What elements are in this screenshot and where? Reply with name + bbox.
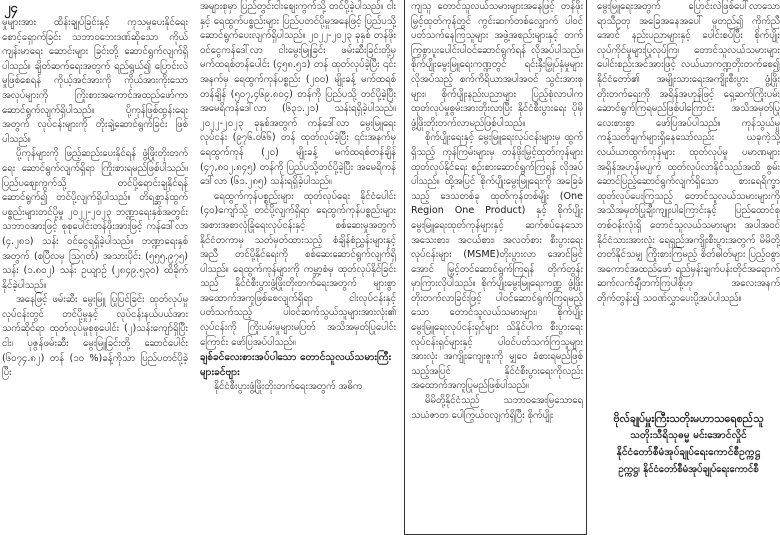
article-column-4 xyxy=(597,0,780,400)
column-1-paragraph-1: မှုများအား ထိန်းချုပ်ခြင်းနှင့် ကုသမှုပေးနိုင်ရေး စောင့်ရှောက်ခြင်း သဘာဝဘေးဒဏ်ဆိုသော ကိုယ်ကျန်းမာရေး ဆောင်းများ ခြင်းတို့ ဆောင်ရွက်လျက်ရှိပါသည်။ ချိတ်ဆက်ရေးအတွက် ရည်ရွယ်၍ ပြောင်းလဲမှုဖြစ်စေရန် ကိုယ့်အင်အားကို ကိုယ်အားကိုးသော အလုပ်များကို ကြိုးစားအကောင်အထည်ဖော်ကာ ဆောင်ရွက်လျက်ရှိပါသည်။ ပို့ကုန်ဖြစ်ထွန်းရေး အတွက် လုပ်ငန်းများကို တိုးချဲ့ဆောင်ရွက်ခြင်း ဖြစ်ပါသည်။ xyxy=(2,17,188,145)
column-3-paragraph-2: စိုက်ပျိုးရေးနှင့် မွေးမြူရေးလုပ်ငန်းများမှ ထွက်ရှိသည့် ကုန်ကြမ်းများမှ တန်ဖိုးမြှင့်ထုတ်ကုန်များ ထုတ်လုပ်နိုင်ရေး စဉ်းစားဆောင်ရွက်ကြရန် လိုအပ်ပါသည်။ ထို့အပြင် စိုက်ပျိုးမွေးမြူရေးကို အခြေခံသည့် ဒေသတစ်ခု ထုတ်ကုန်တစ်မျိုး (One Region One Product) နှင့် စိုက်ပျိုးမွေးမြူရေးထုတ်ကုန်များနှင့် ဆက်စပ်နေသော အသေးစား၊ အငယ်စား၊ အလတ်စား စီးပွားရေးလုပ်ငန်းများ (MSME)တိုးပွားလာ အောင်မြင်အောင် မြှင့်တင်ဆောင်ရွက်ကြရန် တိုက်တွန်းမှာကြားလိုပါသည်။ စိုက်ပျိုးမွေးမြူရေးကဏ္ဍ ဖွံ့ဖြိုးတိုးတက်လာခြင်းဖြင့် ပါဝင်ဆောင်ရွက်ကြရမည့်သော တောင်သူလယ်သမားများ၊ စိုက်ပျိုးမွေးမြူရေးလုပ်ငန်းရှင်များ သိနိုင်ပါက စီးပွားရေးလုပ်ငန်းရှင်များနှင့် ပါဝင်ပတ်သက်ကြသူများအားလုံး အကျိုးကျေးဇူးကို မျှဝေ ခံစားရမည်ဖြစ်သည့်အပြင် နိုင်ငံစီးပွားရေးကိုလည်း အထောက်အကူပြုမည်ဖြစ်ပါသည်။ xyxy=(411,132,583,392)
signature-title-line: နိုင်ငံတော်စီမံအုပ်ချုပ်ရေးကောင်စီဥက္ကဋ္ဌ xyxy=(616,447,761,458)
column-4-paragraph-1: မွေးမြူရေးအတွက် ပြောင်းလဲဖြစ်ပေါ်လာသော ရာသီဥတု အခြေအနေအပေါ် မူတည်၍ ကိုက်ညီအောင် နည်းပညာများနှင့် ပေါင်းစပ်ပြီး စိုက်ပျိုးလုပ်ကိုင်မှုများပြုလုပ်ကြ၊ တောင်သူလယ်သမားများပေါင်းစည်းအင်အားဖြင့် လယ်ယာကဏ္ဍတိုးတက်စေ၍ နိုင်ငံတော်၏ အမျိုးသားရေးအကျိုးစီးပွား ဖွံ့ဖြိုးတိုးတက်ရေးကို အရိန်အဟုန်ဖြင့် ရှေ့ဆက်ကြိုးပမ်းဆောင်ရွက်ကြရမည်ဖြစ်ပါကြောင်း အသိအမှတ်ပြုလေးစားစွာ ဖော်ပြအပ်ပါသည်။ ကုန်သွယ်မှု ကန့်သတ်ချက်များရှိနေသော်လည်း ယခုကဲ့သို့ လယ်ယာထွက်ကုန်များ ထုတ်လုပ်မှု ပမာဏများ အရှိန်အဟုန်မပျက် ထုတ်လုပ်လာနိုင်သည်အထိ စွမ်းဆောင်ပြည့်ဆောင်ရွက်လျက်ရှိသော စားရေရိက္ခာထုတ်လုပ်ပေးကြသည့် တောင်သူလယ်သမားများကို အသိအမှတ်ပြုချီးကျူးပါကြောင်းနှင့် ပြည်ထောင်စုတစ်ဝန်းလုံးရှိ တောင်သူလယ်သမားများ အပါအဝင် နိုင်ငံသားအားလုံး ရေရှည်အကျိုးစီးပွားအတွက် မိမိတို့တတ်နိုင်သမျှ ကြိုးစားကြမည့် စိတ်ဓါတ်များ ပြည့်ဝစွာ အကောင်အထည်ဖော် ရည်မှန်းချက်ပန်းတိုင်အရောက် ဆက်လက်ချီတက်ကြပါစို့ဟု အလေးအနက် တိုက်တွန်း၍ သဝဏ်လွှာပေးပို့အပ်ပါသည်။ xyxy=(597,1,780,304)
signature-block xyxy=(597,410,780,478)
column-2-closing-paragraph: နိုင်ငံစီးပွားဖွံ့ဖြိုးတိုးတက်ရေးအတွက် အဓိက xyxy=(214,381,363,393)
signature-name-line: သတိုးသီရိသုဓမ္မ မင်းအောင်လှိုင် xyxy=(630,430,747,441)
article-column-1 xyxy=(2,0,188,535)
article-column-3 xyxy=(411,0,583,535)
column-2-subheading: ချစ်ခင်လေးစားအပ်ပါသော တောင်သူလယ်သမားကြီးများခင်ဗျား xyxy=(200,352,392,378)
boxed-article-frame xyxy=(404,0,587,535)
column-1-paragraph-2: ပို့ကုန်များကို ဖြည့်ဆည်းပေးနိုင်ရန် ဖွံ့ဖြိုးတိုးတက်ရေး ဆောင်ရွက်လျက်ရှိရာ ကြိုးစားရမည်ဖြစ်ပါသည်။ ပြည်ပဈေးကွက်သို့ တင်ပို့ရောင်းချနိုင်ရန် ဆောင်ရွက်၍ တင်ပို့လျက်ရှိပါသည်။ တိရစ္ဆာန်ထွက်ပစ္စည်းများတင်ပို့မှု ၂၀၂၂-၂၀၂၃ ဘဏ္ဍာရေးနှစ်အတွင်း သဘာဝအားဖြင့် စုစုပေါင်းတန်ဖိုးအားဖြင့် ကန်ဒေါ်လာ (၄.၂၈၁) သန်း ဝင်ငွေရရှိခဲ့ပါသည်။ ဘဏ္ဍာရေးနှစ်အတွက် (စပြီလမှ ဩဂုတ်) အသားပိုင်း (၅၅၅.၉၇၅) သန်း (၁.၈၀၂) သန်း ဥယျာဉ် (၂၈၄၉.၅၃၀) ထိခိုက်နိုင်ခဲ့ပါသည်။ xyxy=(2,148,188,291)
signature-office-line: ဥက္ကဋ္ဌ၊ နိုင်ငံတော်စီမံအုပ်ချုပ်ရေးကောင်စီ xyxy=(618,464,759,475)
signature-rank-line: ဗိုလ်ချုပ်မှူးကြီးသတိုးမဟာသရေစည်သူ xyxy=(613,412,764,425)
page-number: ၂၄ xyxy=(4,1,18,16)
column-1-paragraph-3: အနေဖြင့် ဖမ်းဆီး မွေးမြူ ပြုပြင်ခြင်း ထုတ်လုပ်မှုလုပ်ငန်းတွင် တင်ပို့မှုနှင့် လုပ်ငန်းနယ်ပယ်အား သက်ဆိုင်ရာ ထုတ်လုပ်မှုစုစုပေါင်း (၂)သန်းကျော်ရှိပြီး ငါး၊ ပုဇွန်ဖမ်းဆီး မွေးမြူခြင်းတို့ ဆောင်ပေါင်း (၆၀၇၄.၈၂) တန် (၁၀ %)ခန့်ကိုသာ ပြည်ပတင်ပို့ခဲ့ပြီး xyxy=(2,294,188,379)
column-2-paragraph-2: ရေထွက်ကုန်ပစ္စည်းများ ထုတ်လုပ်ရေး နိုင်ငံပေါင်း (၄၀)ကျော်သို့ တင်ပို့လျက်ရှိရာ ရေထွက်ကုန်ပစ္စည်းများ အစားအစာလုံခြုံရေးလုပ်ငန်းနှင့် စစ်ဆေးမှုအတွက် နိုင်ငံတကာမှ သတ်မှတ်ထားသည့် စံချိန်စံညွှန်းများနှင့်အညီ တင်ပို့နိုင်ရေးကို စစ်ဆေးဆောင်ရွက်လျက်ရှိပါသည်။ ရေထွက်ကုန်များကို ကမ္ဘာ့စံမှ ထုတ်လုပ်နိုင်ခြင်းသည် နိုင်ငံစီးပွားဖွံ့ဖြိုးတိုးတက်ရေးအတွက် များစွာအထောက်အကူဖြစ်စေလျက်ရှိရာ ငါးလုပ်ငန်းနှင့်ပတ်သက်သည့် ပါဝင်ဆက်သွယ်သူများအားလုံး၏ လုပ်ငန်းကို ကြိုးပမ်းမှုများမပြတ် အသိအမှတ်ပြုပေါင်းကြောင်း ဖော်ပြအပ်ပါသည်။ xyxy=(200,190,396,348)
column-3-paragraph-1: ကျသူ တောင်သူလယ်သမားများအနေဖြင့် တန်ဖိုးမြှင့်ထုတ်ကုန်တွင် ကွင်းဆက်တစ်လျှောက် ပါဝင်ပတ်သက်နေကြသူများ အဖွဲ့အစည်းများနှင့် တက်ကြွစွာပူးပေါင်းပါဝင်ဆောင်ရွက်ရန် လိုအပ်ပါသည်။ စိုက်ပျိုးမွေးမြူရေးကဏ္ဍတွင် ရင်းနှီးမြှုပ်နှံမှုများ လိုအပ်သည့် စက်ကိရိယာအပါအဝင် သွင်းအားစုများ၊ စိုက်ပျိုးနည်းပညာများ ပြည့်စုံလာပါက ထုတ်လုပ်မှုစွမ်းအားတိုးလာပြီး နိုင်ငံစီးပွားရေး ပိုမိုဖွံ့ဖြိုးတိုးတက်လာမည်ဖြစ်ပါသည်။ xyxy=(411,1,583,129)
article-column-2 xyxy=(200,0,396,535)
column-2-paragraph-1: အများစုမှာ ပြည်တွင်းငါးစျေးကွက်သို့ တင်ပို့ခဲ့ပါသည်။ ငါးနှင့် ရေထွက်ပစ္စည်းများ ပြည်ပတင်ပို့မှုအနေဖြင့် ပြည်ပသို့ ဆောင်ရွက်ပေးလျက်ရှိပါသည်။ ၂၀၂၂-၂၀၂၃ ခုနှစ် တန်ဖိုးဝင်ငွေကန်ဒေါ်လာ ငါးမွေးမြူခြင်း ဖမ်းဆီးခြင်းတို့မှ မက်ထရစ်တန်ပေါင်း (၄၅၈.၅၁) တန် ထုတ်လုပ်ခဲ့ပြီး ၎င်းအနက်မှ ရေထွက်ကုန်ပစ္စည်း (၂၀၀) မျိုးခန့် မက်ထရစ်တန်ချိန် (၅၀၇,၄၆၉.၈၀၄) တန်ကို ပြည်ပသို့ တင်ပို့ခဲ့ပြီး အမေရိကန်ဒေါ်လာ (၆၃၁.၂၁) သန်းရရှိခဲ့ပါသည်။ ၂၀၂၂-၂၀၂၃ ခုနှစ်အတွက် ကန်ဒေါ်လာ မွေးမြူရေးလုပ်ငန်း (၉၇၆.၀၆၆) တန် ထုတ်လုပ်ခဲ့ပြီး ၎င်းအနက်မှ ရေထွက်ကုန် (၂၀) မျိုးခန့် မက်ထရစ်တန်ချိန် (၄၇,၈၀၂.၈၄၅) တန်ကို ပြည်ပသို့တင်ပို့ခဲ့ပြီး အမေရိကန်ဒေါ်လာ (၆၁.၂၈၅) သန်းရရှိခဲ့ပါသည်။ xyxy=(200,1,396,188)
column-3-paragraph-3: မိမိတို့နိုင်ငံသည် သဘာဝအေးမြသောရေသယံဇာတ ပေါကြွယ်ဝလျက်ရှိပြီး စိုက်ပျိုး xyxy=(411,395,583,421)
